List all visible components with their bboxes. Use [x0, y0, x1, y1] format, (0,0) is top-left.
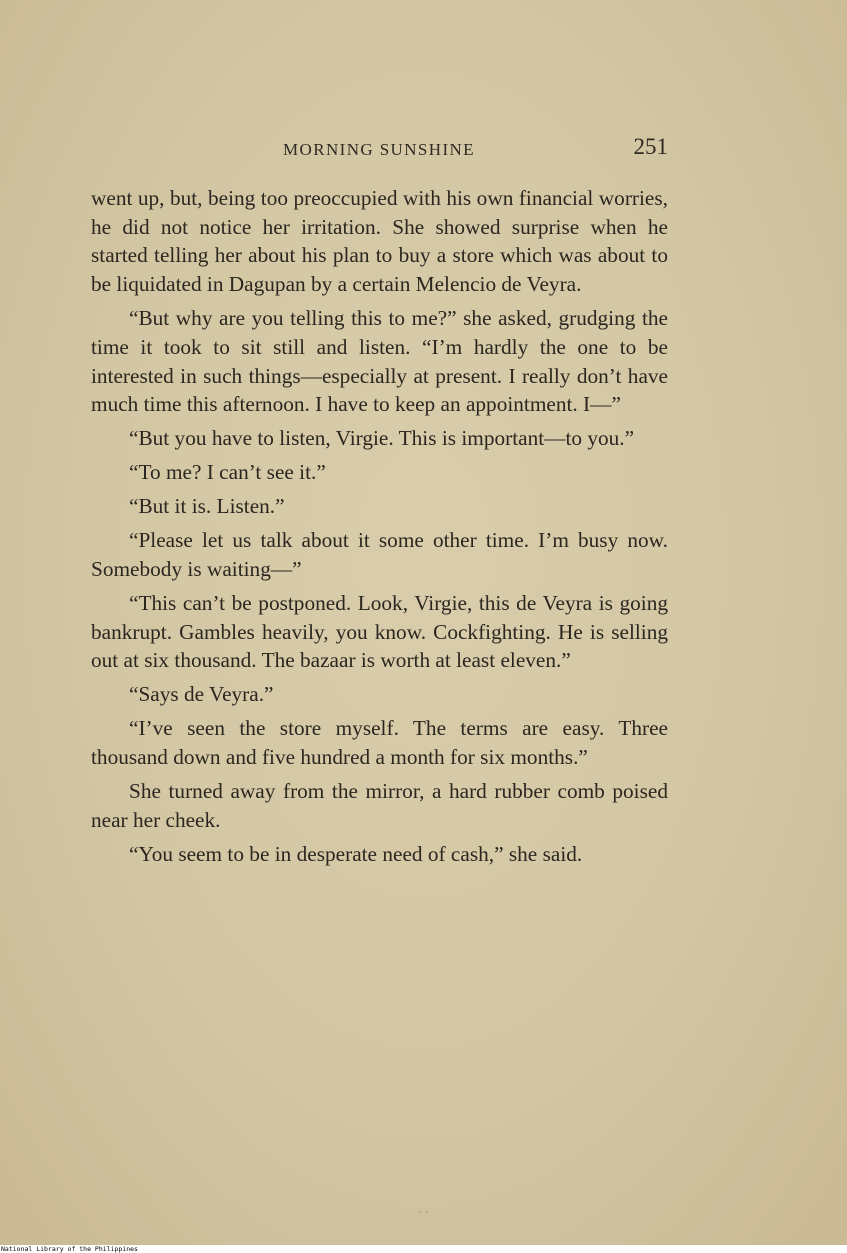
page-mark: •• — [418, 1208, 432, 1217]
body-text — [91, 184, 668, 874]
paragraph-5: “But it is. Listen.” — [129, 494, 285, 519]
paragraph-6: “Please let us talk about it some other time. I’m busy now. Somebody is waiting—” — [91, 528, 668, 581]
paragraph-7: “This can’t be postponed. Look, Virgie, this de Veyra is going bankrupt. Gambles heavily, you know. Cockfighting. He is selling out at six thousand. The bazaar is worth at least eleven.” — [91, 590, 668, 673]
running-head: MORNING SUNSHINE — [283, 140, 475, 159]
paragraph-2: “But why are you telling this to me?” she asked, grudging the time it took to sit still and listen. “I’m hardly the one to be interested in such things—especially at present. I really don’t have much time this afternoon. I have to keep an appointment. I—” — [91, 306, 668, 417]
page-header — [90, 134, 668, 164]
paragraph-8: “Says de Veyra.” — [129, 682, 274, 707]
paragraph-3: “But you have to listen, Virgie. This is important—to you.” — [129, 426, 635, 451]
paragraph-4: “To me? I can’t see it.” — [129, 460, 326, 485]
page-number: 251 — [633, 134, 668, 159]
paragraph-10: She turned away from the mirror, a hard rubber comb poised near her cheek. — [91, 779, 668, 832]
paragraph-1: went up, but, being too preoccupied with his own financial worries, he did not notice her irritation. She showed surprise when he started telling her about his plan to buy a store which was about to be liquidated in Dagupan by a certain Melencio de Veyra. — [91, 186, 668, 297]
paragraph-11: “You seem to be in desperate need of cash,” she said. — [129, 841, 583, 866]
paragraph-9: “I’ve seen the store myself. The terms are easy. Three thousand down and five hundred a month for six months.” — [91, 716, 668, 770]
library-credit: National Library of the Philippines — [1, 1245, 138, 1253]
